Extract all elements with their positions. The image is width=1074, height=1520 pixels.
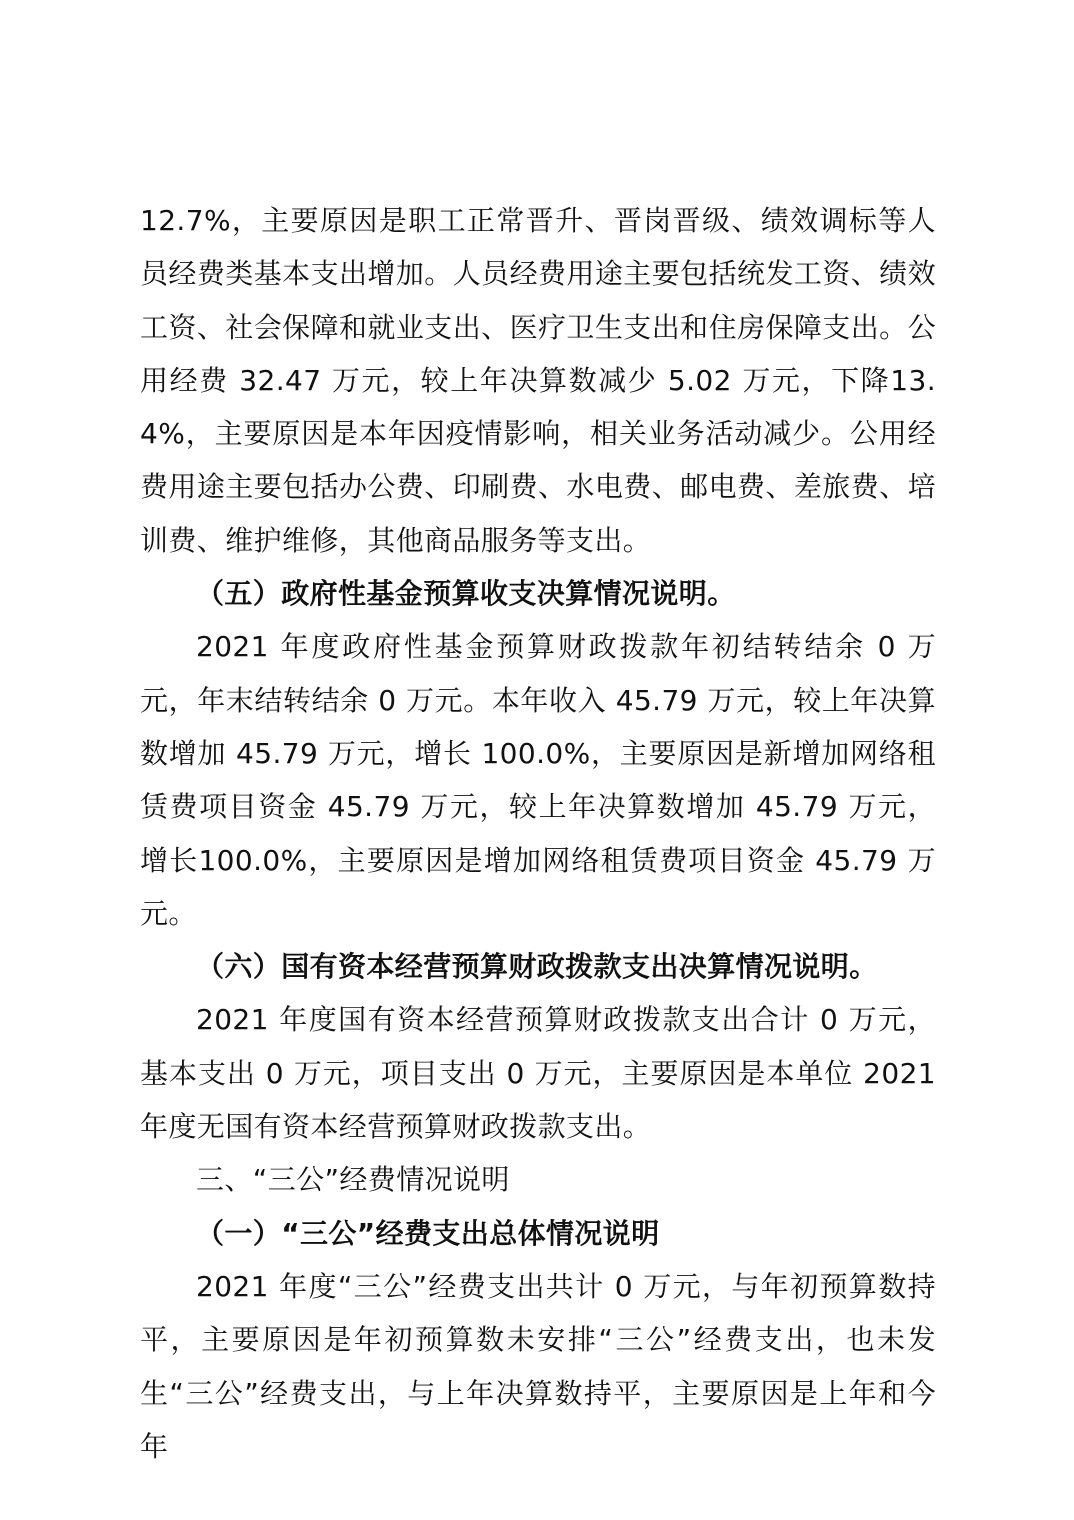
paragraph-personnel-public-expenses: 12.7%，主要原因是职工正常晋升、晋岗晋级、绩效调标等人员经费类基本支出增加。人员经费用途主要包括统发工资、绩效工资、社会保障和就业支出、医疗卫生支出和住房保障支出。公用经费 32.47 万元，较上年决算数减少 5.02 万元，下降13.4%，主要原因是本年因疫情影响，相关业务活动减少。公用经费用途主要包括办公费、印刷费、水电费、邮电费、差旅费、培训费、维护维修，其他商品服务等支出。 — [140, 204, 936, 557]
subsection-heading-three-public-overall: （一）“三公”经费支出总体情况说明 — [196, 1216, 660, 1250]
document-body — [140, 194, 936, 1473]
section-heading-government-fund: （五）政府性基金预算收支决算情况说明。 — [196, 577, 736, 611]
section-heading-three-public: 三、“三公”经费情况说明 — [196, 1163, 510, 1197]
paragraph-government-fund: 2021 年度政府性基金预算财政拨款年初结转结余 0 万元，年末结转结余 0 万元。本年收入 45.79 万元，较上年决算数增加 45.79 万元，增长 100.0%，主要原因是新增加网络租赁费项目资金 45.79 万元，较上年决算数增加 45.79 万元，增长100.0%，主要原因是增加网络租赁费项目资金 45.79 万元。 — [140, 630, 936, 930]
paragraph-state-capital: 2021 年度国有资本经营预算财政拨款支出合计 0 万元，基本支出 0 万元，项目支出 0 万元，主要原因是本单位 2021 年度无国有资本经营预算财政拨款支出。 — [140, 1003, 936, 1144]
section-heading-state-capital: （六）国有资本经营预算财政拨款支出决算情况说明。 — [196, 950, 878, 984]
paragraph-three-public-overall: 2021 年度“三公”经费支出共计 0 万元，与年初预算数持平，主要原因是年初预算数未安排“三公”经费支出，也未发生“三公”经费支出，与上年决算数持平，主要原因是上年和今年 — [140, 1269, 936, 1463]
